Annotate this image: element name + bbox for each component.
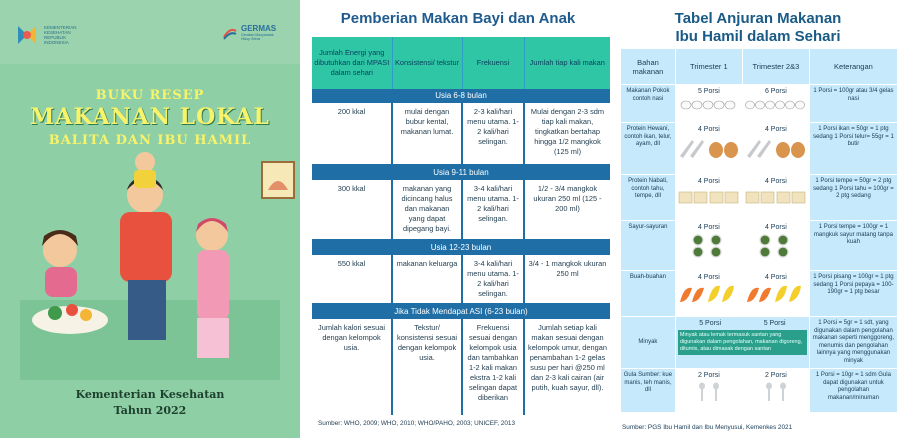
- section-row: [312, 89, 610, 103]
- table-row: [621, 369, 898, 413]
- germas-logo-icon: [222, 25, 238, 41]
- portion-label: 6 Porsi: [764, 88, 787, 95]
- portion-label: 4 Porsi: [764, 178, 787, 185]
- portion-label: 2 Porsi: [697, 372, 720, 379]
- note-cell: 1 Porsi = 5gr = 1 sdt, yang digunakan dalam pengolahan makanan seperti menggoreng, menumis dan pengolahan lainnya yang menggunakan minyak: [809, 317, 897, 369]
- table-row: [312, 103, 610, 165]
- table-cell: Mulai dengan 2-3 sdm tiap kali makan, tingkatkan bertahap hingga 1/2 mangkok (125 ml): [524, 103, 610, 165]
- trimester23-cell: [742, 123, 809, 175]
- pregnancy-title-line2: Ibu Hamil dalam Sehari: [675, 28, 841, 45]
- infant-feeding-title: Pemberian Makan Bayi dan Anak: [340, 10, 576, 27]
- table-cell: 2-3 kali/hari menu utama. 1-2 kali/hari selingan.: [462, 103, 524, 165]
- table-cell: makanan yang dicincang halus dan makanan yang dapat dipegang bayi.: [392, 180, 462, 240]
- table-row: [621, 317, 898, 369]
- table-cell: makanan keluarga: [392, 255, 462, 304]
- portion-label: 4 Porsi: [764, 126, 787, 133]
- pregnancy-food-table: [620, 48, 898, 413]
- trimester23-cell: [742, 175, 809, 221]
- column-header: Jumlah tiap kali makan: [524, 37, 610, 89]
- germas-logo-text: GERMAS: [241, 24, 277, 33]
- trimester1-cell: [675, 369, 742, 413]
- pregnancy-food-source: Sumber: PGS Ibu Hamil dan Ibu Menyusui, Kemenkes 2021: [622, 424, 793, 431]
- vegetable-bowls-icon: [678, 234, 740, 258]
- portion-label: 5 Porsi: [697, 88, 720, 95]
- oil-portion-cell: [675, 317, 809, 369]
- infant-feeding-panel: [306, 0, 610, 438]
- trimester1-cell: [675, 85, 742, 123]
- column-header: Jumlah Energi yang dibutuhkan dari MPASI dalam sehari: [312, 37, 392, 89]
- ministry-logo-text: KEMENTERIAN KESEHATAN REPUBLIK INDONESIA: [44, 25, 77, 45]
- food-category: Protein Nabati, contoh tahu, tempe, dll: [621, 175, 676, 221]
- ministry-logo: [14, 22, 84, 48]
- cover-ministry: Kementerian Kesehatan: [75, 388, 225, 401]
- trimester1-cell: [675, 123, 742, 175]
- food-category: Makanan Pokok contoh nasi: [621, 85, 676, 123]
- infant-feeding-table: [312, 37, 610, 415]
- table-cell: 200 kkal: [312, 103, 392, 165]
- table-cell: mulai dengan bubur kental, makanan lumat.: [392, 103, 462, 165]
- table-row: [621, 271, 898, 317]
- table-row: [621, 175, 898, 221]
- column-header: Konsistensi/ tekstur: [392, 37, 462, 89]
- tofu-tempe-icon: [745, 188, 807, 206]
- food-category: Sayur-sayuran: [621, 221, 676, 271]
- trimester1-cell: [675, 271, 742, 317]
- section-label: Usia 9-11 bulan: [312, 165, 610, 180]
- pregnancy-food-panel: [616, 0, 900, 438]
- food-category: Buah-buahan: [621, 271, 676, 317]
- fish-egg-icon: [745, 136, 807, 160]
- portion-label: 4 Porsi: [697, 274, 720, 281]
- table-cell: Frekuensi sesuai dengan kelompok usia dan tambahkan 1-2 kali makan ekstra 1-2 kali selingan dapat diberikan: [462, 319, 524, 415]
- table-cell: 300 kkal: [312, 180, 392, 240]
- note-cell: 1 Porsi pisang = 100gr = 1 ptg sedang 1 Porsi pepaya = 100-190gr = 1 ptg besar: [809, 271, 897, 317]
- portion-label: 4 Porsi: [764, 224, 787, 231]
- trimester23-cell: [742, 271, 809, 317]
- oil-note: Minyak atau lemak termasuk santan yang digunakan dalam pengolahan, makanan digoreng, ditumis, atau dimasak dengan santan: [678, 330, 807, 355]
- table-header-row: [621, 49, 898, 85]
- tofu-tempe-icon: [678, 188, 740, 206]
- cover-year: Tahun 2022: [113, 404, 187, 417]
- section-row: [312, 165, 610, 180]
- pregnancy-title-line1: Tabel Anjuran Makanan: [674, 10, 842, 27]
- trimester23-cell: [742, 369, 809, 413]
- section-row: [312, 304, 610, 319]
- fish-egg-icon: [678, 136, 740, 160]
- cover-title-line2: MAKANAN LOKAL: [29, 104, 271, 130]
- note-cell: 1 Porsi tempe = 50gr = 2 ptg sedang 1 Porsi tahu = 100gr = 2 ptg sedang: [809, 175, 897, 221]
- table-row: [312, 255, 610, 304]
- section-label: Jika Tidak Mendapat ASI (6-23 bulan): [312, 304, 610, 319]
- column-header: Bahan makanan: [621, 49, 676, 85]
- table-cell: Tekstur/ konsistensi sesuai dengan kelompok usia.: [392, 319, 462, 415]
- table-header-row: [312, 37, 610, 89]
- column-header: Trimester 1: [675, 49, 742, 85]
- fruit-icon: [678, 284, 740, 304]
- table-cell: 3/4 - 1 mangkok ukuran 250 ml: [524, 255, 610, 304]
- book-cover: [0, 0, 300, 438]
- vegetable-bowls-icon: [745, 234, 807, 258]
- portion-label: 4 Porsi: [764, 274, 787, 281]
- note-cell: 1 Porsi = 100gr atau 3/4 gelas nasi: [809, 85, 897, 123]
- oil-portion-row: [678, 320, 807, 330]
- portion-label: 4 Porsi: [697, 178, 720, 185]
- table-row: [621, 221, 898, 271]
- germas-logo: [222, 24, 281, 41]
- section-label: Usia 12-23 bulan: [312, 240, 610, 255]
- section-row: [312, 240, 610, 255]
- spoon-icon: [678, 382, 740, 402]
- trimester23-cell: [742, 85, 809, 123]
- table-row: [621, 123, 898, 175]
- note-cell: 1 Porsi tempe = 100gr = 1 mangkuk sayur matang tanpa kuah: [809, 221, 897, 271]
- table-cell: 3-4 kali/hari menu utama. 1-2 kali/hari selingan.: [462, 255, 524, 304]
- germas-logo-sub: Gerakan Masyarakat Hidup Sehat: [241, 33, 274, 41]
- cover-title-line3: BALITA DAN IBU HAMIL: [48, 133, 252, 148]
- ministry-logo-icon: [14, 22, 40, 48]
- portion-label: 2 Porsi: [764, 372, 787, 379]
- rice-bowls-icon: [678, 98, 740, 110]
- trimester23-cell: [742, 221, 809, 271]
- table-row: [312, 180, 610, 240]
- infant-feeding-source: Sumber: WHO, 2009; WHO, 2010; WHO/PAHO, 2003; UNICEF, 2013: [318, 420, 515, 427]
- table-cell: Jumlah kalori sesuai dengan kelompok usia.: [312, 319, 392, 415]
- food-category: Minyak: [621, 317, 676, 369]
- portion-label: 5 Porsi: [699, 320, 722, 327]
- note-cell: 1 Porsi ikan = 50gr = 1 ptg sedang 1 Porsi telur= 55gr = 1 butir: [809, 123, 897, 175]
- table-row: [621, 85, 898, 123]
- portion-label: 5 Porsi: [763, 320, 786, 327]
- section-label: Usia 6-8 bulan: [312, 89, 610, 103]
- table-row: [312, 319, 610, 415]
- trimester1-cell: [675, 175, 742, 221]
- column-header: Frekuensi: [462, 37, 524, 89]
- note-cell: 1 Porsi = 10gr = 1 sdm Gula dapat digunakan untuk pengolahan makanan/minuman: [809, 369, 897, 413]
- portion-label: 4 Porsi: [697, 224, 720, 231]
- rice-bowls-icon: [745, 98, 807, 110]
- portion-label: 4 Porsi: [697, 126, 720, 133]
- spoon-icon: [745, 382, 807, 402]
- fruit-icon: [745, 284, 807, 304]
- trimester1-cell: [675, 221, 742, 271]
- cover-title-line1: BUKU RESEP: [95, 88, 205, 103]
- table-cell: 550 kkal: [312, 255, 392, 304]
- column-header: Trimester 2&3: [742, 49, 809, 85]
- food-category: Gula Sumber: kue manis, teh manis, dll: [621, 369, 676, 413]
- table-cell: Jumlah setiap kali makan sesuai dengan kelompok umur, dengan penambahan 1-2 gelas susu per hari @250 ml dan 2-3 kali cairan (air putih, kuah sayur, dll).: [528, 323, 607, 392]
- food-category: Protein Hewani, contoh ikan, telur, ayam, dll: [621, 123, 676, 175]
- family-illustration: [0, 150, 300, 380]
- table-cell: 3-4 kali/hari menu utama. 1-2 kali/hari selingan.: [462, 180, 524, 240]
- table-cell: 1/2 - 3/4 mangkok ukuran 250 ml (125 - 200 ml): [524, 180, 610, 240]
- column-header: Keterangan: [809, 49, 897, 85]
